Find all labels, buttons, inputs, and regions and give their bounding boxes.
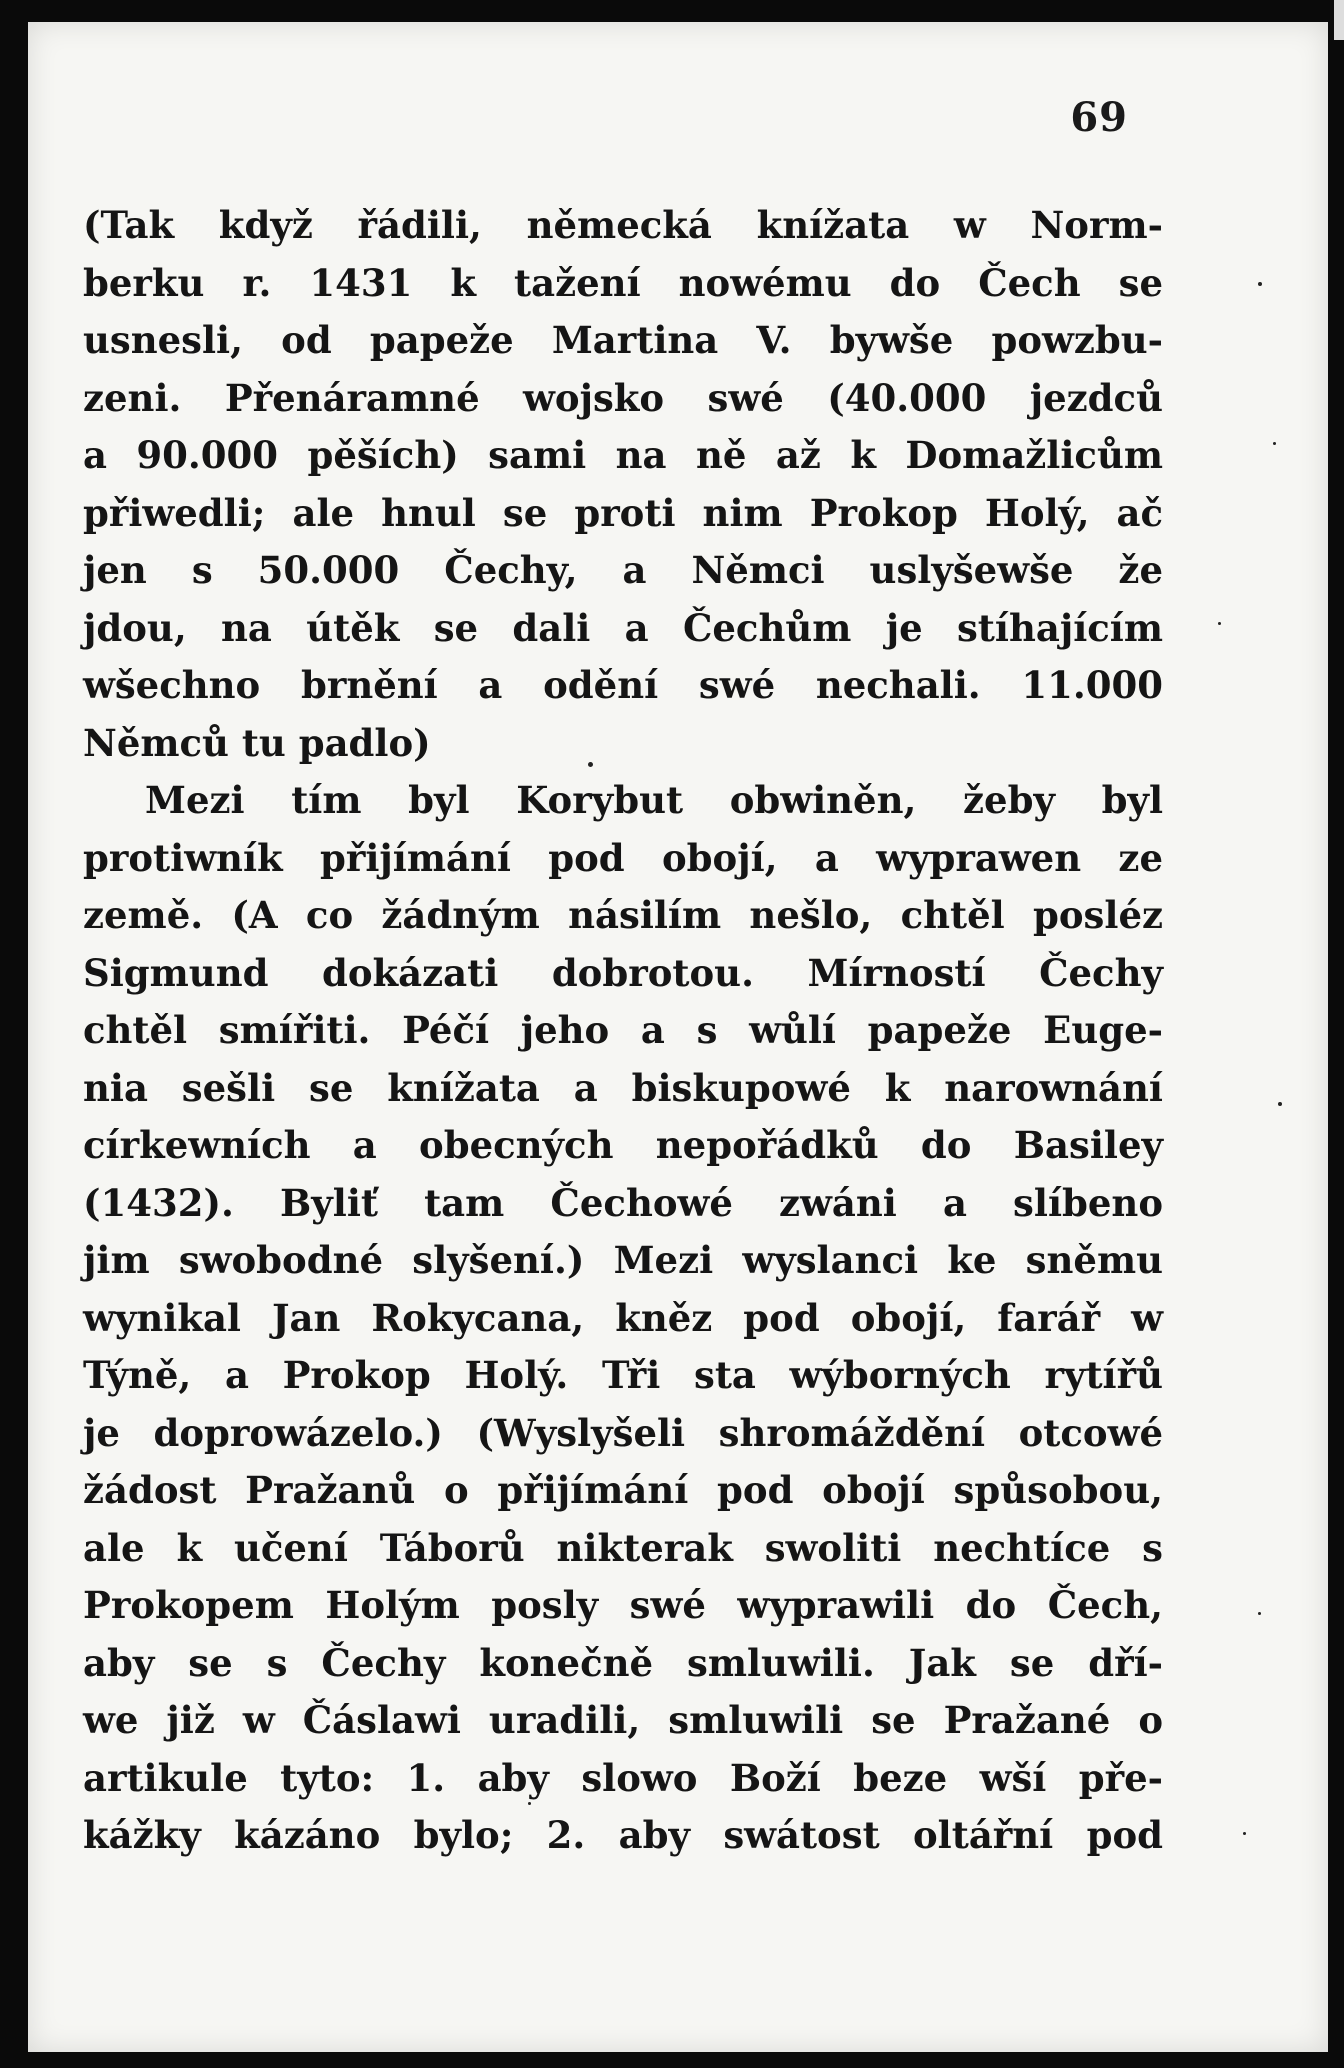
text-line: (1432). Byliť tam Čechowé zwáni a slíbeno [83, 1180, 1163, 1225]
page-text [83, 197, 1163, 1865]
speck [528, 1802, 531, 1805]
text-line: jdou, na útěk se dali a Čechům je stíhajícím [83, 605, 1163, 650]
paragraph-1 [83, 197, 1163, 772]
text-line: Prokopem Holým posly swé wyprawili do Čech, [83, 1583, 1163, 1627]
text-line: kážky kázáno bylo; 2. aby swátost oltářní pod [83, 1813, 1163, 1857]
text-line: artikule tyto: 1. aby slowo Boží beze wší pře- [83, 1755, 1163, 1800]
text-line: we již w Čáslawi uradili, smluwili se Pražané o [83, 1698, 1163, 1742]
text-line: wšechno brnění a odění swé nechali. 11.000 [83, 663, 1163, 707]
text-line: Sigmund dokázati dobrotou. Mírností Čechy [83, 950, 1163, 995]
text-line: země. (A co žádným násilím nešlo, chtěl posléz [83, 893, 1163, 937]
text-line: berku r. 1431 k tažení nowému do Čech se [83, 260, 1163, 305]
text-line: ale k učení Táborů nikterak swoliti nechtíce s [83, 1525, 1163, 1570]
text-line: usnesli, od papeže Martina V. bywše powzbu- [83, 318, 1163, 362]
text-line: Mezi tím byl Korybut obwiněn, žeby byl [145, 778, 1163, 822]
book-page [28, 22, 1328, 2052]
text-line: chtěl smířiti. Péčí jeho a s wůlí papeže Euge- [83, 1008, 1163, 1052]
scan-edge-mark [1334, 0, 1344, 40]
text-line: aby se s Čechy konečně smluwili. Jak se dří- [83, 1640, 1163, 1685]
speck [1218, 622, 1221, 625]
speck [1258, 282, 1262, 286]
text-line: nia sešli se knížata a biskupowé k narownání [83, 1065, 1163, 1110]
text-line: wynikal Jan Rokycana, kněz pod obojí, farář w [83, 1295, 1163, 1340]
text-line: přiwedli; ale hnul se proti nim Prokop Holý, ač [83, 490, 1163, 535]
text-line: Týně, a Prokop Holý. Tři sta wýborných rytířů [83, 1353, 1163, 1397]
text-line: (Tak když řádili, německá knížata w Norm- [83, 203, 1163, 247]
text-line: jim swobodné slyšení.) Mezi wyslanci ke sněmu [83, 1238, 1163, 1282]
text-line: církewních a obecných nepořádků do Basiley [83, 1123, 1163, 1167]
text-line: zeni. Přenáramné wojsko swé (40.000 jezdců [83, 375, 1163, 420]
speck [1258, 1612, 1261, 1615]
speck [1243, 1832, 1246, 1835]
text-line: protiwník přijímání pod obojí, a wyprawen ze [83, 835, 1163, 880]
text-line: a 90.000 pěších) sami na ně až k Domažlicům [83, 433, 1163, 477]
speck [588, 762, 593, 767]
speck [1278, 1102, 1282, 1106]
text-line: Němců tu padlo) [83, 720, 431, 765]
speck [1273, 442, 1276, 445]
text-line: je doprowázelo.) (Wyslyšeli shromáždění otcowé [83, 1410, 1163, 1455]
page-number: 69 [1070, 94, 1128, 141]
text-line: jen s 50.000 Čechy, a Němci uslyšewše že [83, 548, 1163, 592]
paragraph-2 [83, 772, 1163, 1865]
text-line: žádost Pražanů o přijímání pod obojí spůsobou, [83, 1468, 1163, 1512]
